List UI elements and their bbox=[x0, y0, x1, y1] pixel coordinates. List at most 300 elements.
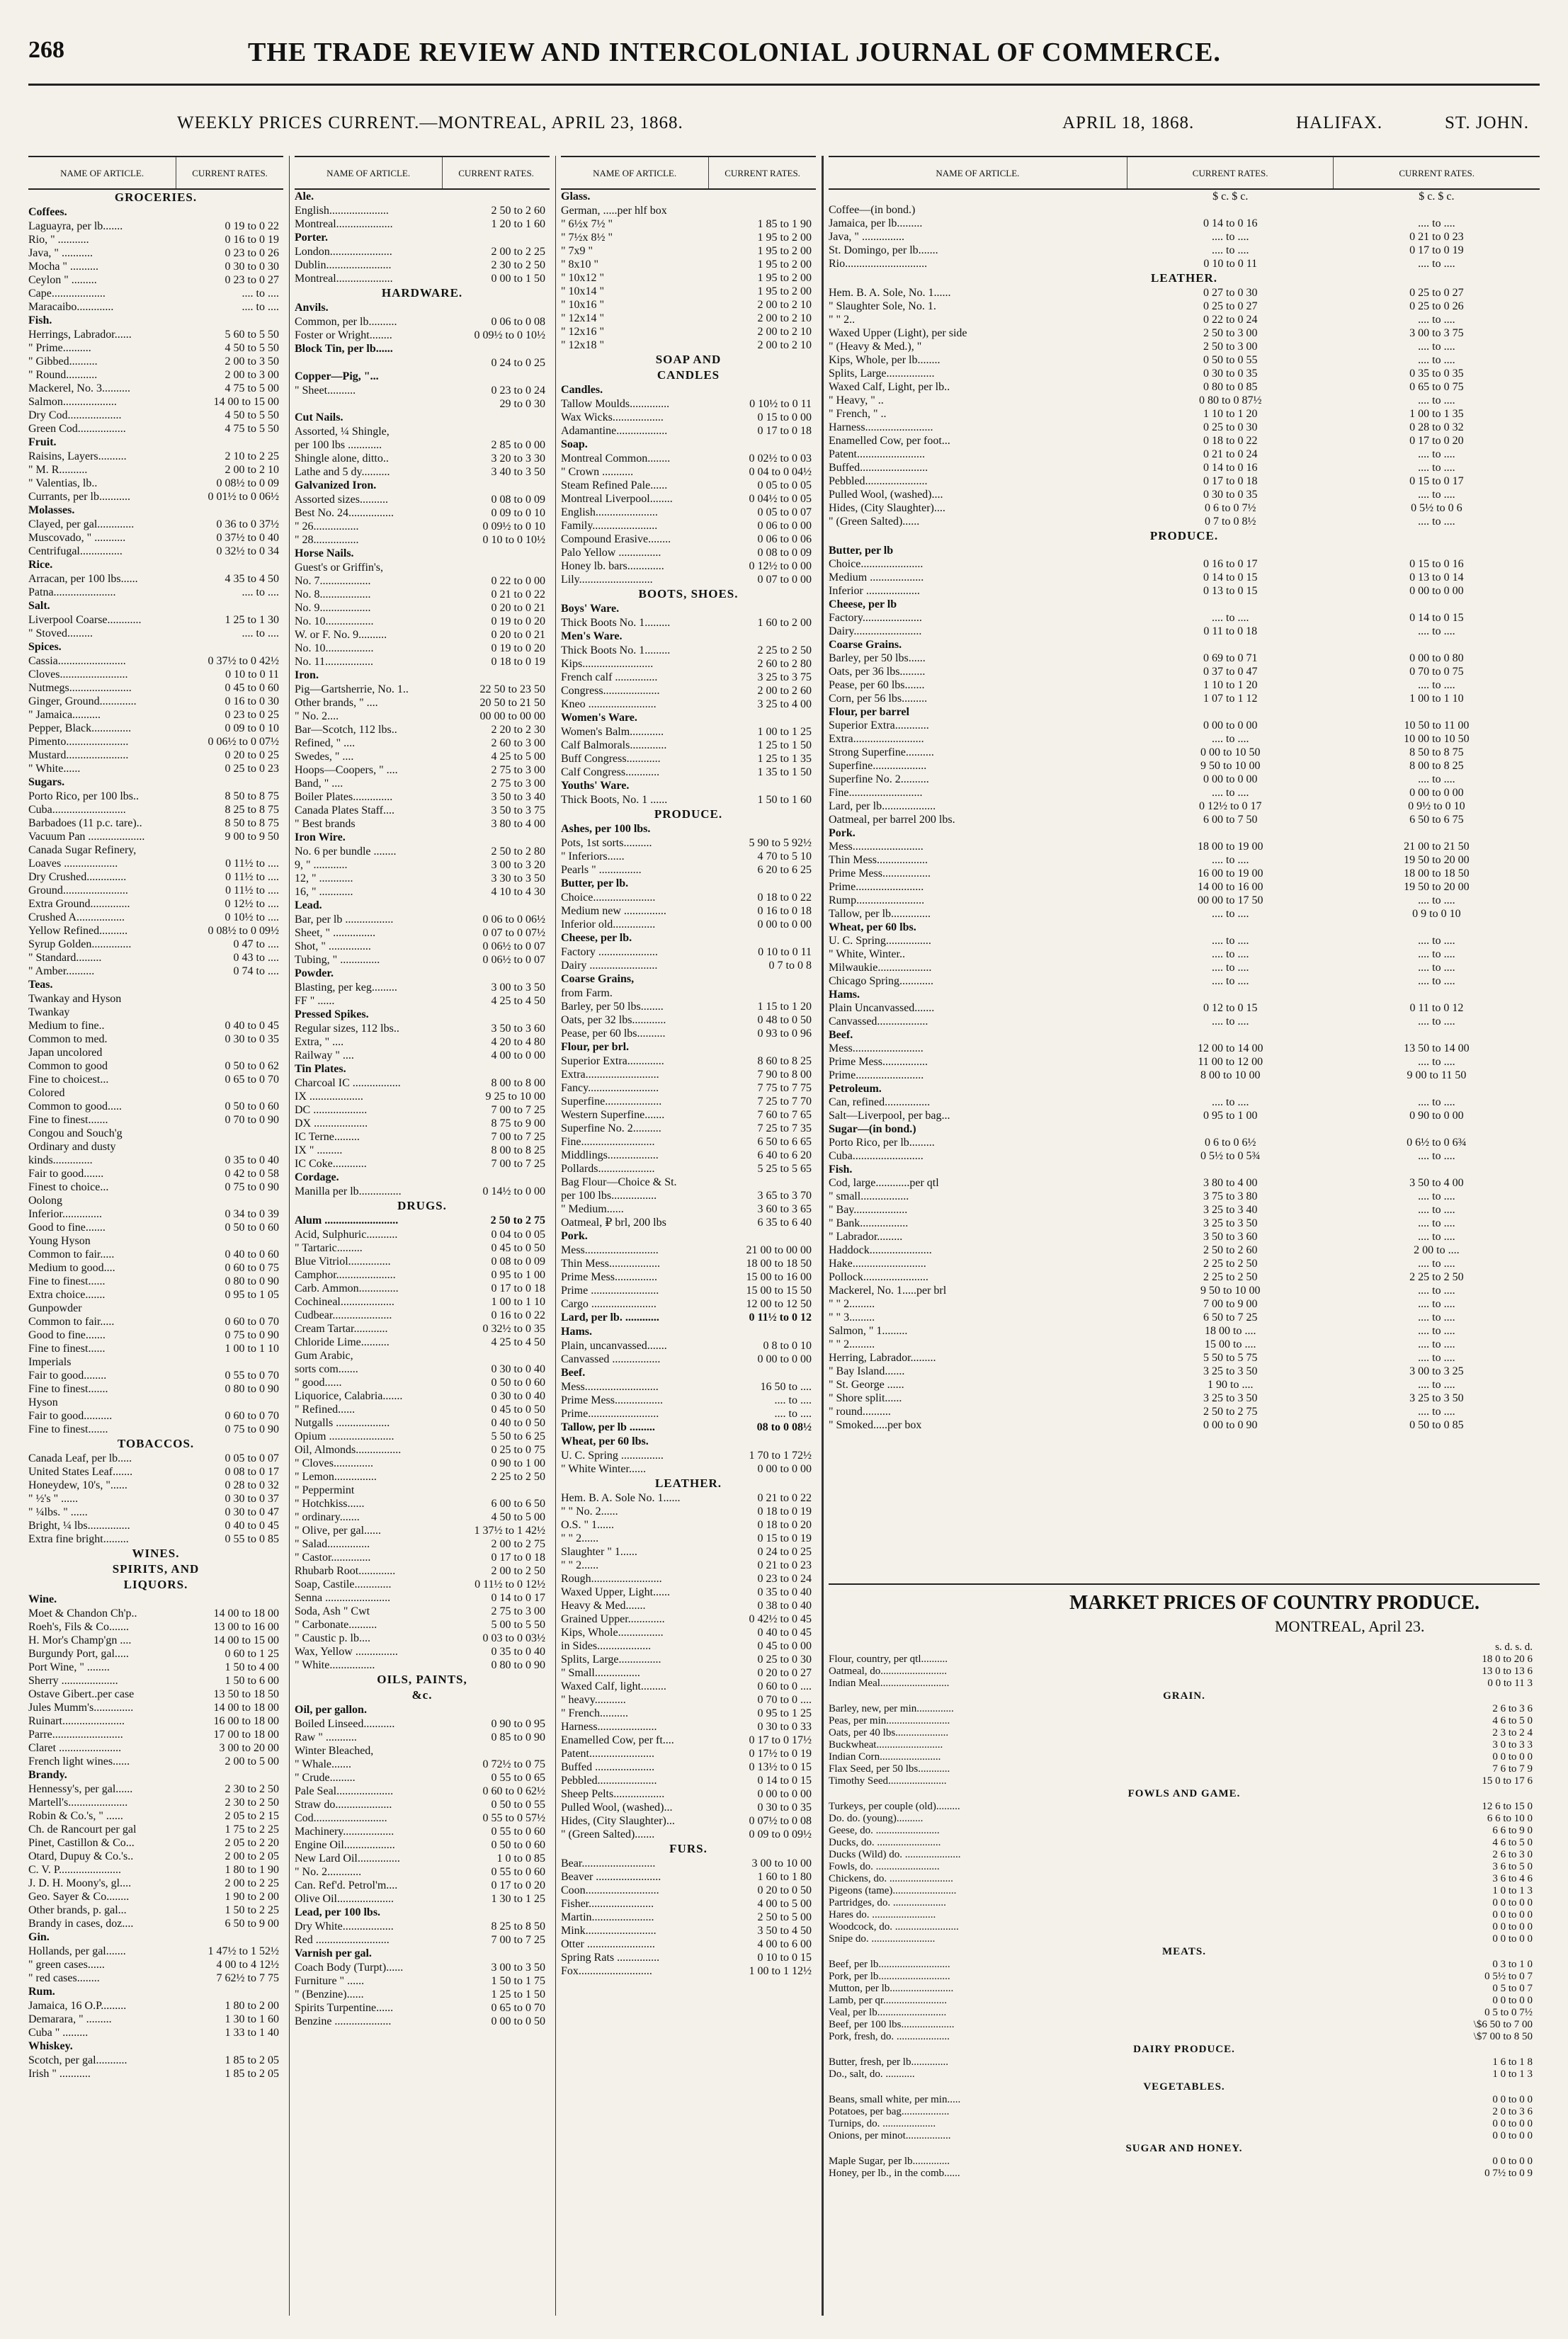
current-rate: 1 50 to 2 25 bbox=[225, 1904, 279, 1916]
article-name: Fisher....................... bbox=[561, 1898, 654, 1910]
price-row bbox=[561, 1814, 816, 1828]
produce-name: Hares do. ........................ bbox=[829, 1909, 936, 1920]
current-rate: 0 07 to 0 00 bbox=[757, 574, 812, 586]
current-rate bbox=[174, 503, 283, 518]
article-name: 9, " ............ bbox=[295, 859, 348, 871]
price-row bbox=[295, 1645, 550, 1658]
price-row bbox=[28, 2067, 283, 2081]
current-rate: 0 00 to 0 00 bbox=[757, 1463, 812, 1475]
price-row bbox=[829, 367, 1540, 380]
article-name: Pollock....................... bbox=[829, 1271, 928, 1283]
price-row bbox=[561, 891, 816, 904]
price-row bbox=[829, 1149, 1540, 1163]
current-rate: 0 25 to 0 75 bbox=[491, 1444, 545, 1456]
current-rate bbox=[174, 314, 283, 328]
rate-stjohn bbox=[1334, 1028, 1540, 1042]
current-rate: 0 00 to 0 00 bbox=[757, 918, 812, 931]
price-row bbox=[28, 355, 283, 368]
article-name: Good to fine....... bbox=[28, 1329, 106, 1341]
current-rate: 0 11½ to .... bbox=[225, 858, 279, 870]
price-row bbox=[829, 746, 1540, 759]
article-name: per 100 lbs................ bbox=[561, 1190, 657, 1202]
article-name: Montreal.................... bbox=[295, 273, 393, 285]
category-row bbox=[295, 370, 550, 384]
price-row bbox=[829, 813, 1540, 826]
price-row bbox=[28, 1903, 283, 1917]
article-name: " Shore split...... bbox=[829, 1392, 902, 1404]
rate-halifax: 3 75 to 3 80 bbox=[1203, 1190, 1258, 1202]
rate-halifax: .... to .... bbox=[1212, 787, 1249, 799]
price-row bbox=[295, 1865, 550, 1879]
category-row bbox=[295, 831, 550, 845]
category-row bbox=[561, 822, 816, 836]
price-row bbox=[561, 533, 816, 546]
article-name: Yellow Refined.......... bbox=[28, 925, 128, 937]
article-name: Inferior ................... bbox=[829, 585, 920, 597]
price-row bbox=[28, 735, 283, 749]
article-name: " Jamaica.......... bbox=[28, 709, 101, 721]
rate-stjohn: 8 00 to 8 25 bbox=[1409, 760, 1464, 772]
current-rate: 3 40 to 3 50 bbox=[491, 466, 545, 478]
price-row bbox=[28, 1006, 283, 1019]
article-name: Otter ........................ bbox=[561, 1938, 655, 1950]
section-heading: OILS, PAINTS, bbox=[377, 1673, 467, 1686]
price-row bbox=[28, 1661, 283, 1674]
current-rate: 0 02½ to 0 03 bbox=[749, 453, 812, 465]
price-row bbox=[28, 1288, 283, 1302]
article-name: Buffed........................ bbox=[829, 462, 928, 474]
current-rate: 2 75 to 3 00 bbox=[491, 1605, 545, 1617]
article-name: Oil, per gallon. bbox=[295, 1704, 367, 1716]
article-name: " 28................ bbox=[295, 534, 359, 546]
price-row bbox=[561, 1081, 816, 1095]
current-rate: 5 00 to 5 50 bbox=[491, 1619, 545, 1631]
produce-price: 18 0 to 20 6 bbox=[1482, 1654, 1533, 1665]
article-name: Adamantine.................. bbox=[561, 425, 668, 437]
current-rate: 1 47½ to 1 52½ bbox=[208, 1945, 279, 1957]
price-row bbox=[295, 2001, 550, 2015]
stjohn-label: ST. JOHN. bbox=[1445, 113, 1529, 132]
rate-halifax: 1 07 to 1 12 bbox=[1203, 693, 1258, 705]
article-name: Cordage. bbox=[295, 1171, 339, 1183]
price-row bbox=[561, 684, 816, 698]
produce-name: Snipe do. ........................ bbox=[829, 1933, 936, 1945]
article-name: Opium ....................... bbox=[295, 1430, 394, 1442]
article-name: Shingle alone, ditto.. bbox=[295, 453, 389, 465]
price-row bbox=[295, 1961, 550, 1974]
price-row bbox=[561, 1162, 816, 1176]
rate-halifax: 0 12 to 0 15 bbox=[1203, 1002, 1258, 1014]
article-name: Fine to finest...... bbox=[28, 1275, 106, 1287]
rate-halifax: 7 00 to 9 00 bbox=[1203, 1298, 1258, 1310]
article-name: New Lard Oil............... bbox=[295, 1853, 400, 1865]
produce-name: Beef, per lb........................... bbox=[829, 1959, 950, 1970]
article-name: " Bay................... bbox=[829, 1204, 908, 1216]
price-row bbox=[829, 1284, 1540, 1297]
section-heading: LEATHER. bbox=[654, 1476, 722, 1490]
article-name: " 10x12 " bbox=[561, 272, 605, 284]
market-row bbox=[829, 1654, 1540, 1666]
price-row bbox=[295, 1322, 550, 1336]
rate-stjohn: .... to .... bbox=[1418, 773, 1455, 785]
price-row bbox=[561, 1586, 816, 1599]
price-row bbox=[829, 1418, 1540, 1432]
current-rate: 2 75 to 3 00 bbox=[491, 764, 545, 776]
price-row bbox=[829, 407, 1540, 421]
article-name: " ¼lbs. " ...... bbox=[28, 1506, 88, 1518]
article-name: Heavy & Med....... bbox=[561, 1600, 646, 1612]
market-row bbox=[829, 1909, 1540, 1921]
price-row bbox=[561, 1720, 816, 1734]
current-rate bbox=[440, 1008, 550, 1022]
current-rate: 0 93 to 0 96 bbox=[757, 1028, 812, 1040]
article-name: Hides, (City Slaughter).... bbox=[829, 502, 945, 514]
price-row bbox=[829, 474, 1540, 488]
market-row bbox=[829, 1897, 1540, 1909]
article-name: Crushed A................. bbox=[28, 911, 125, 923]
article-name: Olive Oil.................... bbox=[295, 1893, 394, 1905]
price-row bbox=[28, 1396, 283, 1409]
rate-stjohn: 0 00 to 0 80 bbox=[1409, 652, 1464, 664]
price-row bbox=[561, 325, 816, 338]
price-row bbox=[28, 1328, 283, 1342]
article-name: Blasting, per keg......... bbox=[295, 981, 397, 994]
current-rate: 0 11½ to .... bbox=[225, 884, 279, 897]
current-rate: 6 00 to 6 50 bbox=[491, 1498, 545, 1510]
current-rate: .... to .... bbox=[242, 586, 279, 598]
price-row bbox=[28, 1863, 283, 1877]
article-name: Raisins, Layers.......... bbox=[28, 450, 127, 462]
price-row bbox=[295, 790, 550, 804]
price-row bbox=[295, 1892, 550, 1906]
current-rate: 0 55 to 0 57½ bbox=[482, 1812, 545, 1824]
rate-stjohn: 9 00 to 11 50 bbox=[1407, 1069, 1467, 1081]
article-name: Ch. de Rancourt per gal bbox=[28, 1823, 137, 1836]
category-row bbox=[829, 705, 1540, 719]
article-name: Fish. bbox=[28, 314, 52, 326]
price-row bbox=[829, 880, 1540, 894]
produce-price: 0 3 to 1 0 bbox=[1492, 1959, 1533, 1970]
current-rate: 0 10 to 0 15 bbox=[757, 1952, 812, 1964]
current-rate: 0 75 to 0 90 bbox=[225, 1423, 279, 1435]
article-name: Flour, per brl. bbox=[561, 1041, 630, 1053]
current-rate: 13 00 to 16 00 bbox=[213, 1621, 279, 1633]
column-header bbox=[28, 156, 283, 190]
market-row bbox=[829, 2118, 1540, 2130]
column-divider bbox=[289, 156, 290, 2316]
article-name: English..................... bbox=[295, 205, 389, 217]
current-rate: 1 80 to 2 00 bbox=[225, 2000, 279, 2012]
article-name: Demarara, " ......... bbox=[28, 2013, 112, 2025]
price-row bbox=[561, 1122, 816, 1135]
article-name: Ruinart...................... bbox=[28, 1715, 125, 1727]
price-row bbox=[829, 611, 1540, 625]
current-rate: 0 21 to 0 22 bbox=[757, 1492, 812, 1504]
price-row bbox=[295, 1035, 550, 1049]
price-row bbox=[295, 913, 550, 926]
category-row bbox=[295, 301, 550, 315]
price-row bbox=[28, 1877, 283, 1890]
column-header bbox=[829, 156, 1540, 190]
current-rate: 3 50 to 3 40 bbox=[491, 791, 545, 803]
article-name: Hides, (City Slaughter)... bbox=[561, 1815, 675, 1827]
rate-stjohn: .... to .... bbox=[1418, 314, 1455, 326]
section-heading: &c. bbox=[411, 1688, 433, 1702]
article-name: Coon.......................... bbox=[561, 1884, 659, 1896]
current-rate: 0 30 to 0 30 bbox=[225, 261, 279, 273]
rate-stjohn: 0 14 to 0 15 bbox=[1409, 612, 1464, 624]
current-rate: 0 95 to 1 25 bbox=[757, 1707, 812, 1719]
current-rate: 1 25 to 1 50 bbox=[491, 1988, 545, 2001]
current-rate: 2 00 to 2 25 bbox=[491, 246, 545, 258]
category-row bbox=[28, 205, 283, 220]
current-rate: 0 70 to 0 .... bbox=[757, 1694, 812, 1706]
article-name: Pebbled...................... bbox=[829, 475, 928, 487]
produce-name: Indian Meal.......................... bbox=[829, 1678, 950, 1689]
current-rate: 2 50 to 5 00 bbox=[757, 1911, 812, 1923]
current-rate: 0 65 to 0 70 bbox=[225, 1074, 279, 1086]
current-rate: 0 50 to 0 60 bbox=[491, 1377, 545, 1389]
produce-price: 6 6 to 10 0 bbox=[1487, 1813, 1533, 1824]
price-row bbox=[295, 1618, 550, 1632]
article-name: " Medium...... bbox=[561, 1203, 624, 1215]
current-rate: 4 00 to 5 00 bbox=[757, 1898, 812, 1910]
article-name: No. 6 per bundle ........ bbox=[295, 846, 397, 858]
article-name: No. 11................. bbox=[295, 656, 373, 668]
article-name: Pressed Spikes. bbox=[295, 1008, 369, 1020]
price-row bbox=[561, 1532, 816, 1545]
rate-halifax bbox=[1127, 1028, 1334, 1042]
rate-stjohn: 3 25 to 3 50 bbox=[1409, 1392, 1464, 1404]
current-rate: 2 60 to 2 80 bbox=[757, 658, 812, 670]
article-name: Wax Wicks.................. bbox=[561, 411, 664, 423]
article-name: Wheat, per 60 lbs. bbox=[561, 1435, 649, 1447]
article-name: Hams. bbox=[561, 1326, 592, 1338]
price-row bbox=[28, 1409, 283, 1423]
article-name: Mess......................... bbox=[829, 841, 924, 853]
article-name: " (Heavy & Med.), " bbox=[829, 341, 922, 353]
article-name: Salt. bbox=[28, 600, 50, 612]
rate-stjohn: 10 50 to 11 00 bbox=[1404, 719, 1470, 732]
category-row bbox=[28, 1593, 283, 1607]
current-rate: 0 50 to 0 60 bbox=[225, 1100, 279, 1112]
price-row bbox=[829, 1324, 1540, 1338]
category-row bbox=[561, 1311, 816, 1325]
article-name: Ale. bbox=[295, 190, 314, 203]
market-row bbox=[829, 1678, 1540, 1690]
article-name: Medium to good.... bbox=[28, 1262, 115, 1274]
market-row bbox=[829, 1995, 1540, 2007]
article-name: Ordinary and dusty bbox=[28, 1141, 116, 1153]
current-rate: 1 00 to 1 12½ bbox=[749, 1965, 812, 1977]
page-header bbox=[28, 37, 1540, 76]
rate-halifax: 0 16 to 0 17 bbox=[1203, 558, 1258, 570]
price-row bbox=[561, 546, 816, 559]
current-rate: 2 05 to 2 20 bbox=[225, 1837, 279, 1849]
current-rate: 7 00 to 7 25 bbox=[491, 1158, 545, 1170]
price-row bbox=[561, 1462, 816, 1476]
rate-stjohn: 0 90 to 0 00 bbox=[1409, 1110, 1464, 1122]
current-rate: 0 50 to 0 60 bbox=[225, 1222, 279, 1234]
price-row bbox=[28, 233, 283, 246]
price-row bbox=[28, 1019, 283, 1032]
article-name: Lily.......................... bbox=[561, 574, 653, 586]
current-rate: 1 70 to 1 72½ bbox=[749, 1450, 812, 1462]
price-row bbox=[561, 1626, 816, 1639]
article-name: " M. R.......... bbox=[28, 464, 88, 476]
article-name: " (Green Salted)....... bbox=[561, 1828, 655, 1840]
article-name: Bag Flour—Choice & St. bbox=[561, 1176, 677, 1188]
price-row bbox=[28, 1823, 283, 1836]
rate-stjohn bbox=[1334, 1122, 1540, 1136]
category-row bbox=[295, 190, 550, 204]
price-row bbox=[561, 1394, 816, 1407]
article-name: Women's Ware. bbox=[561, 712, 637, 724]
price-row bbox=[295, 1117, 550, 1130]
price-row bbox=[561, 1491, 816, 1505]
price-row bbox=[28, 951, 283, 964]
article-name: Enamelled Cow, per ft.... bbox=[561, 1734, 674, 1746]
current-rate: 0 42 to 0 58 bbox=[225, 1168, 279, 1180]
article-name: Lead. bbox=[295, 899, 322, 911]
current-rate bbox=[174, 1768, 283, 1782]
article-name: Mink......................... bbox=[561, 1925, 657, 1937]
current-rate: 0 60 to 0 62½ bbox=[482, 1785, 545, 1797]
article-name: Inferior old............... bbox=[561, 918, 656, 931]
current-rate: 0 70 to 0 90 bbox=[225, 1114, 279, 1126]
price-row bbox=[561, 1449, 816, 1462]
rate-halifax: 12 00 to 14 00 bbox=[1198, 1042, 1263, 1054]
category-row bbox=[28, 640, 283, 654]
current-rate bbox=[440, 190, 550, 204]
produce-name: Potatoes, per bag.................. bbox=[829, 2106, 950, 2117]
article-name: Arracan, per 100 lbs...... bbox=[28, 573, 138, 585]
price-row bbox=[829, 230, 1540, 244]
article-name: English...................... bbox=[561, 506, 658, 518]
produce-price: 4 6 to 5 0 bbox=[1492, 1837, 1533, 1848]
article-name: Charcoal IC ................. bbox=[295, 1077, 401, 1089]
produce-price: 0 0 to 0 0 bbox=[1492, 2130, 1533, 2141]
article-name: Pearls " ............... bbox=[561, 864, 642, 876]
article-name: Superior Extra............. bbox=[561, 1055, 664, 1067]
article-name: Harness........................ bbox=[829, 421, 933, 433]
price-row bbox=[829, 1338, 1540, 1351]
current-rate: 0 60 to 1 25 bbox=[225, 1648, 279, 1660]
rate-stjohn bbox=[1334, 598, 1540, 611]
article-name: Superfine................... bbox=[829, 760, 927, 772]
price-row bbox=[28, 1674, 283, 1688]
rate-halifax: .... to .... bbox=[1212, 1015, 1249, 1028]
current-rate: 1 33 to 1 40 bbox=[225, 2027, 279, 2039]
price-row bbox=[28, 762, 283, 775]
article-name: Tallow, per lb.............. bbox=[829, 908, 931, 920]
current-rate: 0 17 to 0 18 bbox=[491, 1552, 545, 1564]
article-name: Common to good..... bbox=[28, 1100, 123, 1112]
current-rate: 14 00 to 15 00 bbox=[213, 1634, 279, 1646]
article-name: Pork. bbox=[829, 827, 856, 839]
produce-price: 15 0 to 17 6 bbox=[1482, 1775, 1533, 1787]
current-rate bbox=[706, 877, 816, 891]
price-row bbox=[295, 1744, 550, 1758]
article-name: Regular sizes, 112 lbs.. bbox=[295, 1023, 399, 1035]
price-row bbox=[561, 1787, 816, 1801]
price-row bbox=[829, 353, 1540, 367]
current-rate: 3 20 to 3 30 bbox=[491, 453, 545, 465]
article-name: Thick Boots No. 1......... bbox=[561, 644, 671, 656]
article-name: Bar—Scotch, 112 lbs.. bbox=[295, 724, 397, 736]
article-name: Horse Nails. bbox=[295, 547, 354, 559]
price-row bbox=[28, 450, 283, 463]
article-name: " heavy........... bbox=[561, 1694, 626, 1706]
market-row bbox=[829, 1666, 1540, 1678]
current-rate bbox=[706, 1176, 816, 1189]
current-rate: 15 00 to 15 50 bbox=[746, 1285, 812, 1297]
price-row bbox=[829, 867, 1540, 880]
article-name: " Refined...... bbox=[295, 1404, 356, 1416]
current-rate: 0 16 to 0 22 bbox=[491, 1309, 545, 1321]
market-title: MARKET PRICES OF COUNTRY PRODUCE. bbox=[1069, 1592, 1480, 1614]
current-rate bbox=[440, 1947, 550, 1961]
category-row bbox=[561, 931, 816, 945]
current-rate: 0 23 to 0 24 bbox=[757, 1573, 812, 1585]
current-rate: 0 14 to 0 15 bbox=[757, 1775, 812, 1787]
rate-stjohn: .... to .... bbox=[1418, 1338, 1455, 1350]
price-row bbox=[829, 1069, 1540, 1082]
market-row bbox=[829, 1715, 1540, 1727]
article-name: Kips......................... bbox=[561, 658, 654, 670]
current-rate: 0 17 to 0 18 bbox=[757, 425, 812, 437]
price-row bbox=[829, 934, 1540, 947]
article-name: Sheet, " ............... bbox=[295, 927, 376, 939]
price-row bbox=[561, 1013, 816, 1027]
current-rate: 0 24 to 0 25 bbox=[757, 1546, 812, 1558]
category-row bbox=[295, 1062, 550, 1076]
price-row bbox=[561, 836, 816, 850]
price-row bbox=[295, 1457, 550, 1470]
price-row bbox=[561, 616, 816, 630]
market-row bbox=[829, 1885, 1540, 1897]
current-rate: 2 00 to 3 50 bbox=[225, 355, 279, 368]
price-row bbox=[295, 1228, 550, 1241]
price-row bbox=[28, 1890, 283, 1903]
article-name: Machinery.................. bbox=[295, 1826, 394, 1838]
article-name: Prime Mess................ bbox=[829, 1056, 928, 1068]
article-name: Prime......................... bbox=[561, 1408, 659, 1420]
article-name: Rio............................. bbox=[829, 258, 928, 270]
article-name: Beaver ....................... bbox=[561, 1871, 661, 1883]
section-heading: CANDLES bbox=[657, 368, 720, 382]
price-row bbox=[829, 1217, 1540, 1230]
price-row bbox=[561, 411, 816, 424]
market-row bbox=[829, 2168, 1540, 2180]
current-rate: .... to .... bbox=[242, 301, 279, 313]
current-rate: 0 11½ to 0 12½ bbox=[475, 1578, 545, 1590]
price-row bbox=[28, 1452, 283, 1465]
price-row bbox=[561, 1407, 816, 1421]
article-name: Ginger, Ground............. bbox=[28, 695, 137, 707]
price-row bbox=[28, 2054, 283, 2067]
rate-halifax: 0 00 to 10 50 bbox=[1200, 746, 1261, 758]
article-name: Splits, Large................. bbox=[829, 368, 935, 380]
article-name: Bear.......................... bbox=[561, 1857, 656, 1870]
article-name: Iron. bbox=[295, 669, 319, 681]
price-row bbox=[28, 1073, 283, 1086]
article-name: Rio, " ........... bbox=[28, 234, 89, 246]
price-row bbox=[295, 994, 550, 1008]
price-row bbox=[561, 479, 816, 492]
produce-name: Pork, per lb........................... bbox=[829, 1971, 950, 1982]
price-row bbox=[561, 217, 816, 231]
